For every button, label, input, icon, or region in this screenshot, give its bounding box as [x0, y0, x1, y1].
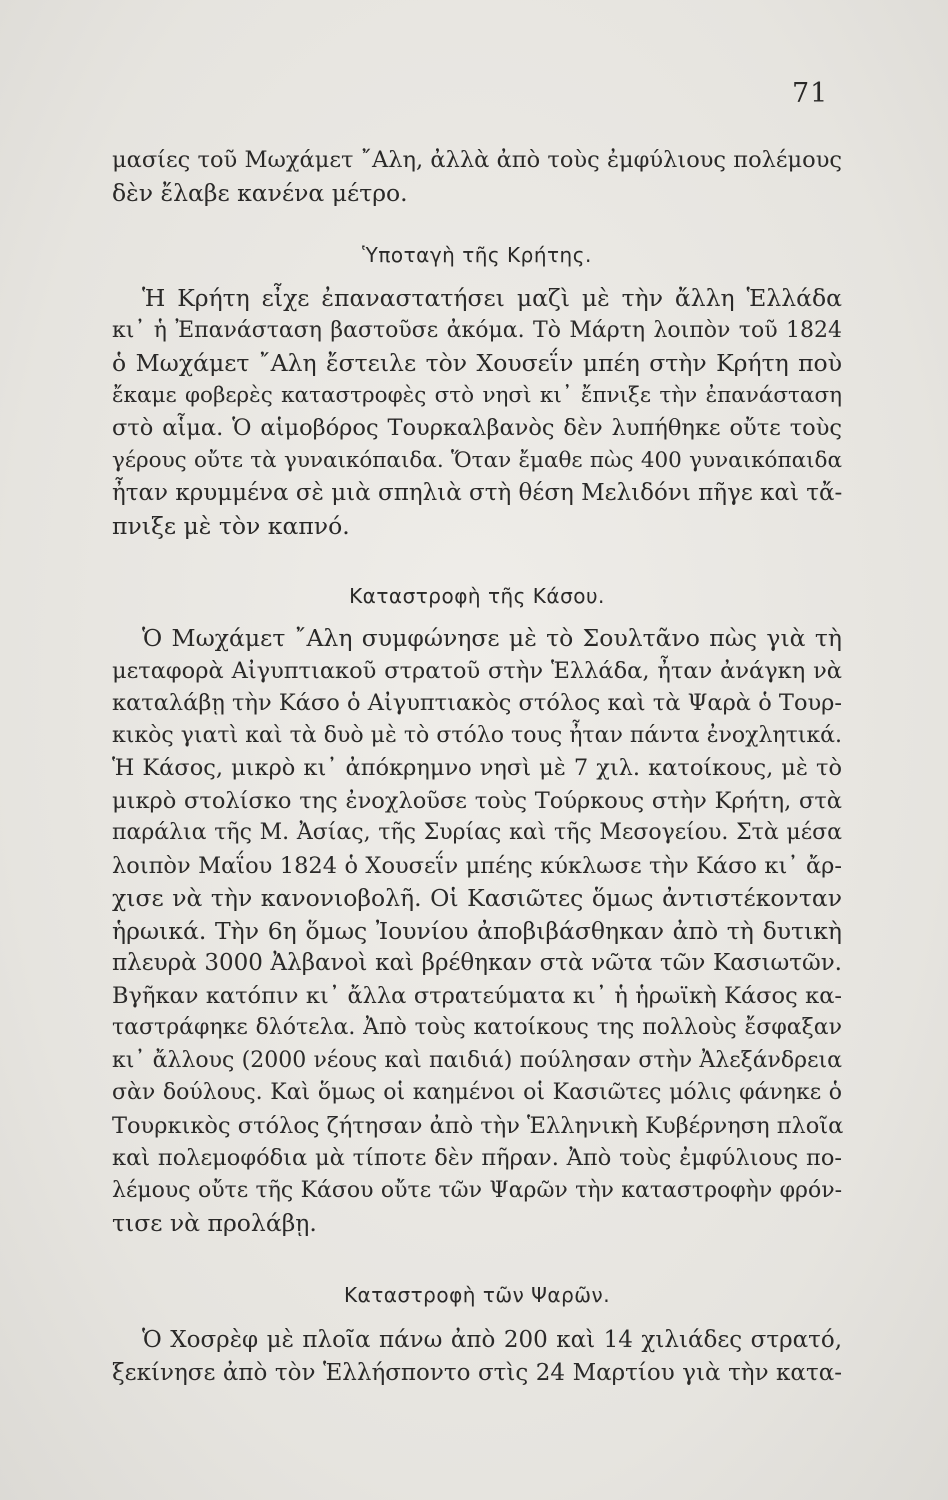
page-number: 71 [792, 78, 829, 109]
text-line: μεταφορὰ Αἰγυπτιακοῦ στρατοῦ στὴν Ἑλλάδα, ἦταν ἀνάγκη νὰ [112, 657, 842, 684]
text-line: Ὁ Χοσρὲφ μὲ πλοῖα πάνω ἀπὸ 200 καὶ 14 χιλιάδες στρατό, [142, 1327, 842, 1353]
section-heading-crete: Ὑποταγὴ τῆς Κρήτης. [362, 243, 592, 267]
text-line: ξεκίνησε ἀπὸ τὸν Ἑλλήσποντο στὶς 24 Μαρτίου γιὰ τὴν κατα- [112, 1359, 842, 1386]
text-line: κι᾽ ἄλλους (2000 νέους καὶ παιδιά) πούλησαν στὴν Ἀλεξάνδρεια [112, 1047, 842, 1073]
text-line: ἦταν κρυμμένα σὲ μιὰ σπηλιὰ στὴ θέση Μελιδόνι πῆγε καὶ τἄ- [112, 480, 843, 506]
text-line: στὸ αἷμα. Ὁ αἱμοβόρος Τουρκαλβανὸς δὲν λυπήθηκε οὔτε τοὺς [112, 415, 842, 441]
text-line: λοιπὸν Μαΐου 1824 ὁ Χουσεΐν μπέης κύκλωσε τὴν Κάσο κι᾽ ἄρ- [112, 852, 842, 879]
paragraph-intro [112, 144, 842, 209]
text-line: χισε νὰ τὴν κανονιοβολῆ. Οἱ Κασιῶτες ὅμως ἀντιστέκονταν [112, 884, 842, 912]
text-line: τισε νὰ προλάβῃ. [112, 1209, 317, 1237]
text-line: καταλάβῃ τὴν Κάσο ὁ Αἰγυπτιακὸς στόλος καὶ τὰ Ψαρὰ ὁ Τουρ- [112, 690, 842, 716]
section-heading-psara: Καταστροφὴ τῶν Ψαρῶν. [343, 1283, 611, 1307]
text-line: δὲν ἔλαβε κανένα μέτρο. [112, 178, 408, 207]
text-line: Ὁ Μωχάμετ ῎Αλη συμφώνησε μὲ τὸ Σουλτᾶνο πὼς γιὰ τὴ [142, 624, 842, 652]
paragraph-kasos [112, 622, 842, 1240]
text-line: πνιξε μὲ τὸν καπνό. [112, 511, 350, 540]
text-line: κικὸς γιατὶ καὶ τὰ δυὸ μὲ τὸ στόλο τους ἦταν πάντα ἐνοχλητικά. [112, 722, 842, 748]
text-line: Τουρκικὸς στόλος ζήτησαν ἀπὸ τὴν Ἑλληνικὴ Κυβέρνηση πλοῖα [112, 1112, 844, 1139]
text-line: ἔκαμε φοβερὲς καταστροφὲς στὸ νησὶ κι᾽ ἔπνιξε τὴν ἐπανάσταση [112, 382, 842, 408]
text-line: ὁ Μωχάμετ ῎Αλη ἔστειλε τὸν Χουσεΐν μπέη στὴν Κρήτη ποὺ [112, 349, 842, 377]
paragraph-crete [112, 282, 842, 542]
text-line: μασίες τοῦ Μωχάμετ ῎Αλη, ἀλλὰ ἀπὸ τοὺς ἐμφύλιους πολέμους [112, 147, 842, 173]
text-line: σὰν δούλους. Καὶ ὅμως οἱ καημένοι οἱ Κασιῶτες μόλις φάνηκε ὁ [112, 1080, 842, 1105]
text-line: μικρὸ στολίσκο της ἐνοχλοῦσε τοὺς Τούρκους στὴν Κρήτη, στὰ [112, 787, 842, 814]
text-line: λέμους οὔτε τῆς Κάσου οὔτε τῶν Ψαρῶν τὴν καταστροφὴν φρόν- [112, 1177, 842, 1203]
text-line: ταστράφηκε δλότελα. Ἀπὸ τοὺς κατοίκους της πολλοὺς ἔσφαξαν [112, 1015, 842, 1040]
text-line: Βγῆκαν κατόπιν κι᾽ ἄλλα στρατεύματα κι᾽ ἡ ἡρωϊκὴ Κάσος κα- [112, 982, 842, 1009]
text-line: Ἡ Κάσος, μικρὸ κι᾽ ἀπόκρημνο νησὶ μὲ 7 χιλ. κατοίκους, μὲ τὸ [112, 755, 842, 781]
paragraph-psara [112, 1324, 842, 1389]
section-heading-kasos: Καταστροφὴ τῆς Κάσου. [349, 584, 605, 608]
text-line: κι᾽ ἡ Ἐπανάσταση βαστοῦσε ἀκόμα. Τὸ Μάρτη λοιπὸν τοῦ 1824 [112, 317, 842, 343]
text-line: Ἡ Κρήτη εἶχε ἐπαναστατήσει μαζὶ μὲ τὴν ἄλλη Ἑλλάδα [142, 284, 842, 312]
text-line: πλευρὰ 3000 Ἀλβανοὶ καὶ βρέθηκαν στὰ νῶτα τῶν Κασιωτῶν. [112, 950, 842, 976]
text-line: γέρους οὔτε τὰ γυναικόπαιδα. Ὅταν ἔμαθε πὼς 400 γυναικόπαιδα [112, 447, 842, 473]
text-line: ἡρωικά. Τὴν 6η ὅμως Ἰουνίου ἀποβιβάσθηκαν ἀπὸ τὴ δυτικὴ [112, 916, 842, 945]
text-line: καὶ πολεμοφόδια μὰ τίποτε δὲν πῆραν. Ἀπὸ τοὺς ἐμφύλιους πο- [112, 1145, 842, 1171]
text-line: παράλια τῆς Μ. Ἀσίας, τῆς Συρίας καὶ τῆς Μεσογείου. Στὰ μέσα [112, 820, 842, 845]
